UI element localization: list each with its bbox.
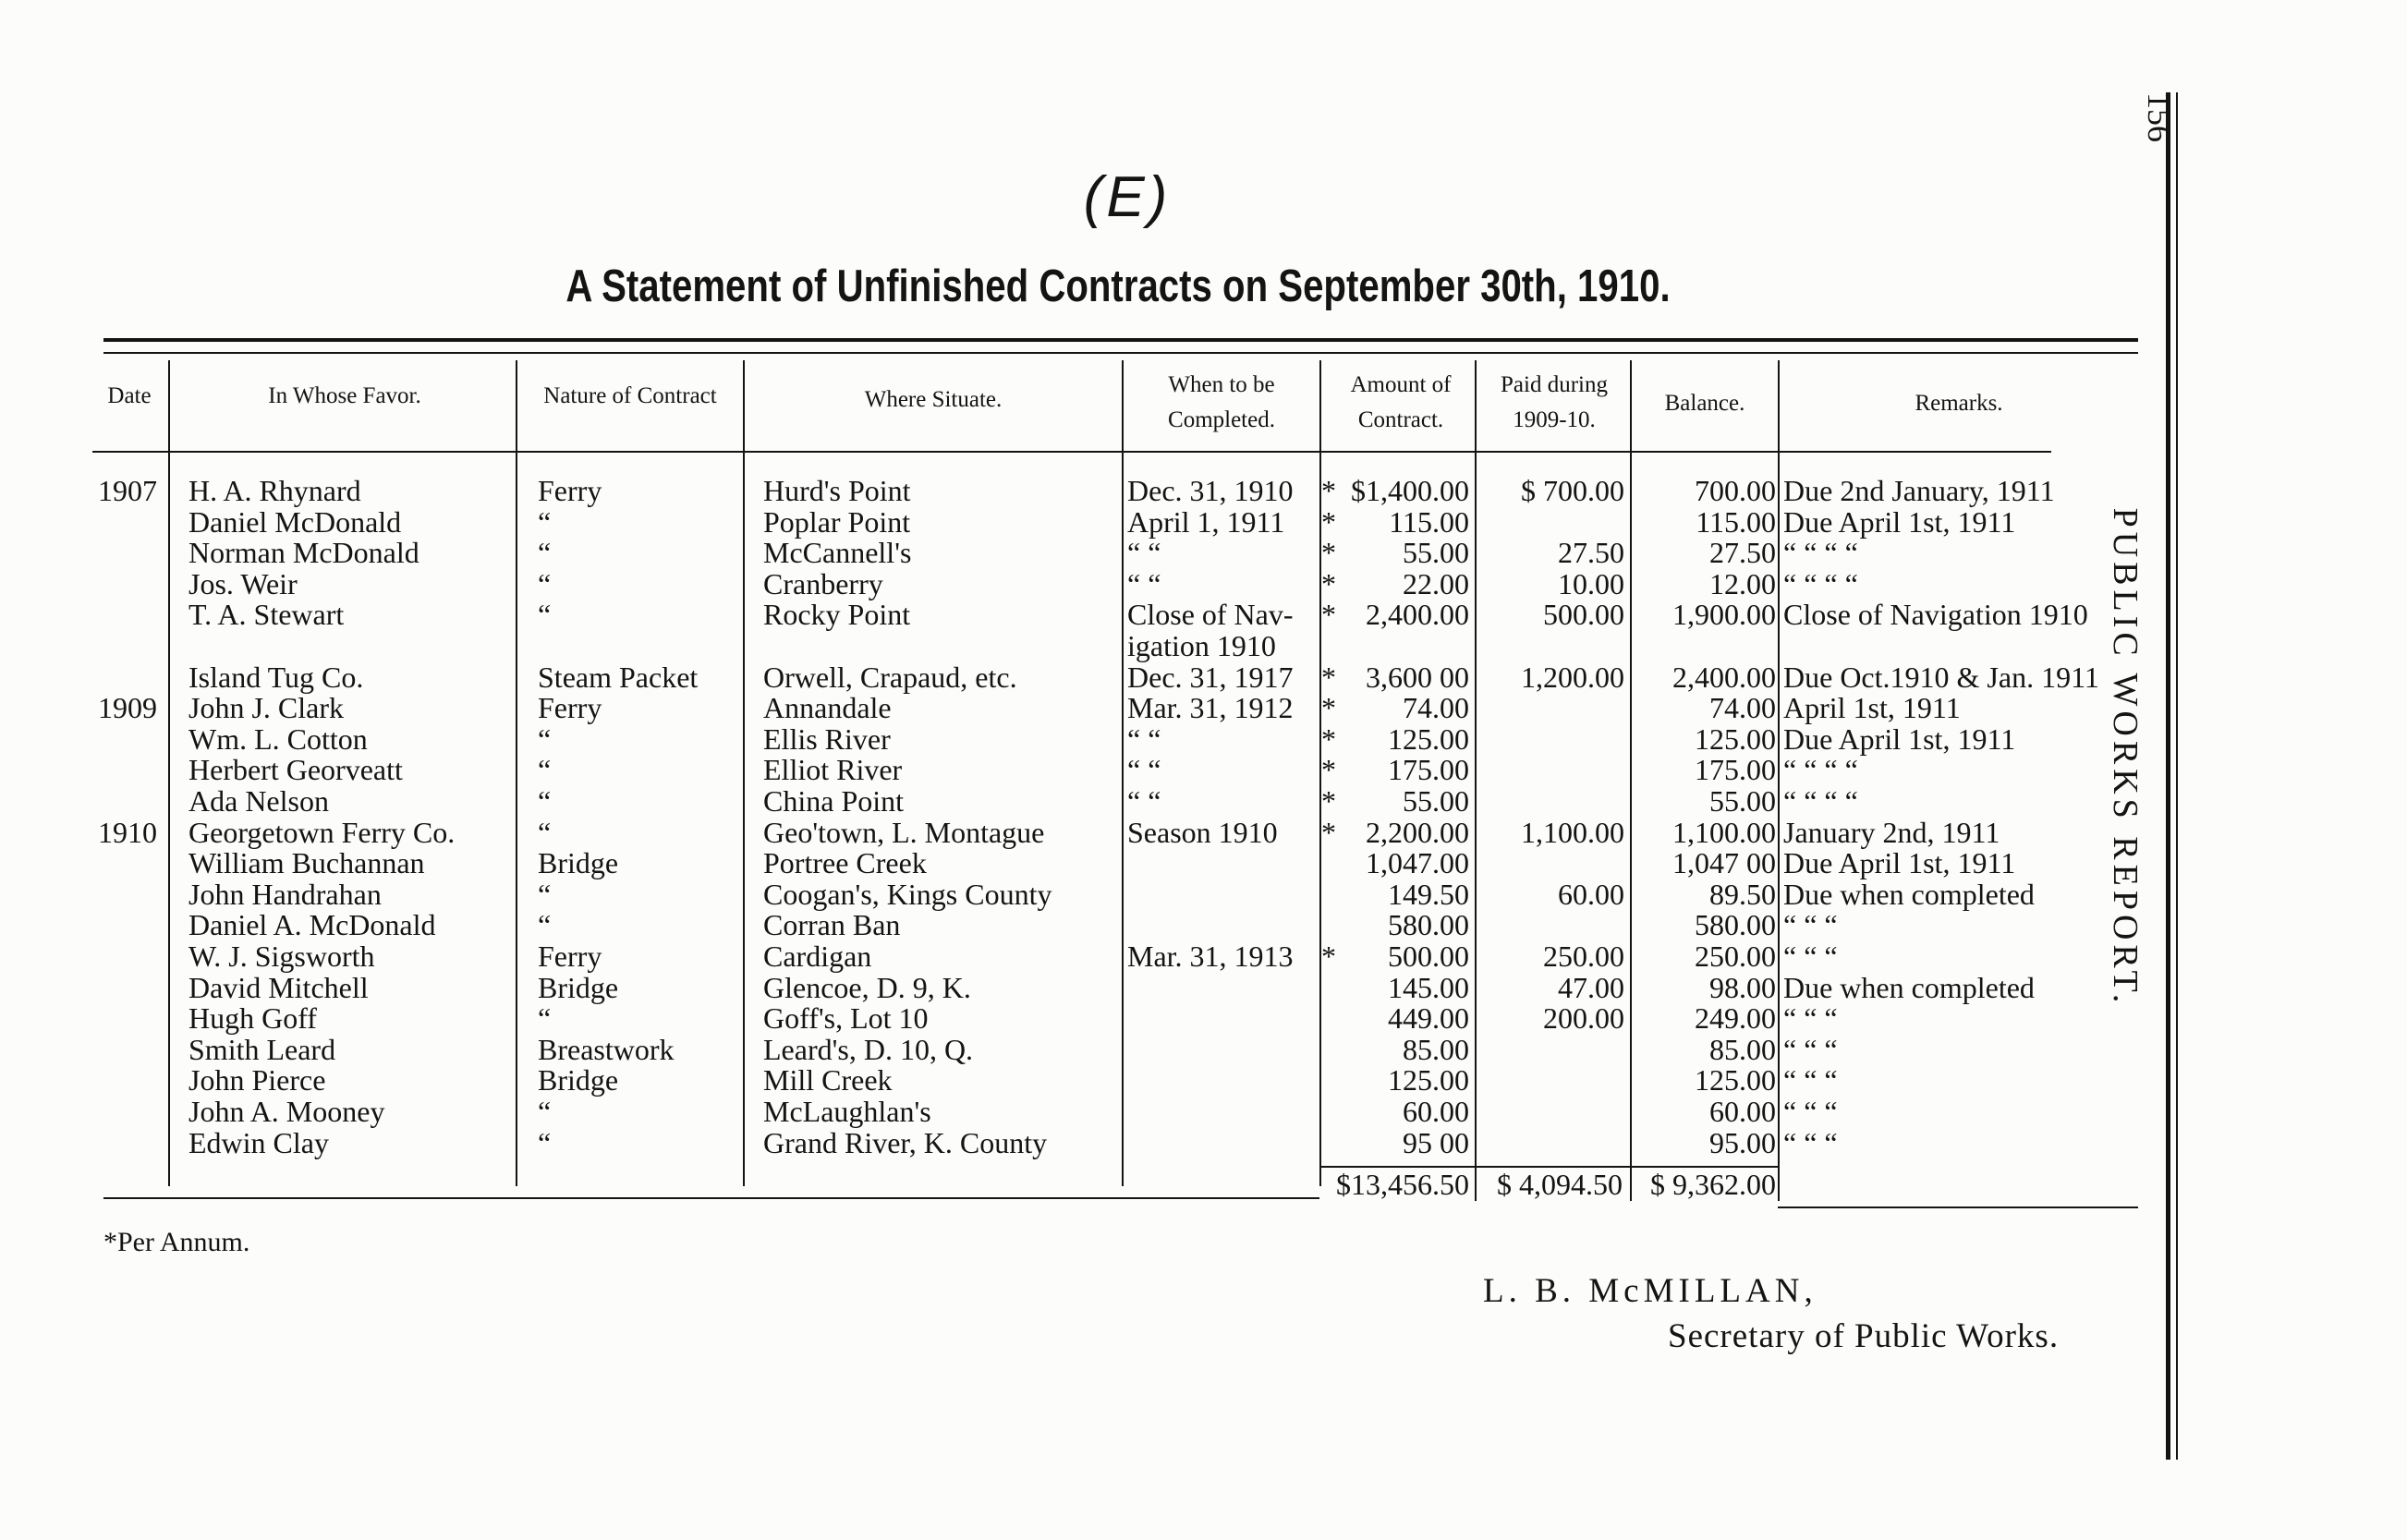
cell-amount: 145.00 (1388, 971, 1469, 1004)
cell-paid (1480, 692, 1624, 723)
cell-favor: John Handrahan (188, 878, 382, 911)
cell-remarks: Close of Navigation 1910 (1783, 598, 2088, 631)
cell-favor: Daniel A. McDonald (188, 908, 436, 941)
cell-where: Goff's, Lot 10 (763, 1001, 929, 1035)
cell-paid (1480, 1127, 1624, 1158)
cell-balance: 175.00 (1695, 753, 1776, 786)
cell-favor (188, 630, 514, 661)
cell-when: Dec. 31, 1910 (1127, 474, 1294, 507)
cell-where: Rocky Point (763, 598, 911, 631)
cell-where: Corran Ban (763, 908, 901, 941)
cell-amount: 2,400.00 (1366, 598, 1469, 631)
cell-amount: 55.00 (1403, 536, 1469, 569)
footnote: *Per Annum. (103, 1227, 250, 1257)
cell-nature: “ (538, 722, 552, 756)
cell-paid (1480, 1096, 1624, 1127)
cell-favor: Wm. L. Cotton (188, 722, 368, 756)
margin-rule-thin (2176, 92, 2178, 1460)
cell-date (98, 661, 166, 693)
cell-favor: John A. Mooney (188, 1095, 385, 1128)
cell-favor: T. A. Stewart (188, 598, 345, 631)
col-divider (743, 360, 745, 1186)
cell-balance: 249.00 (1695, 1001, 1776, 1035)
cell-date (98, 1096, 166, 1127)
cell-where: Elliot River (763, 753, 903, 786)
cell-paid: 200.00 (1543, 1001, 1624, 1035)
col-divider (1122, 360, 1124, 1186)
cell-amount: 125.00 (1388, 1063, 1469, 1097)
cell-paid: 1,200.00 (1521, 661, 1624, 694)
cell-nature: “ (538, 1126, 552, 1159)
cell-favor: Norman McDonald (188, 536, 419, 569)
cell-nature: Breastwork (538, 1033, 675, 1066)
cell-paid (1480, 630, 1624, 661)
page-title: A Statement of Unfinished Contracts on September 30th, 1910. (565, 261, 1671, 311)
cell-date: 1910 (98, 816, 157, 849)
cell-remarks: “ “ “ “ (1783, 784, 1858, 818)
cell-amount: 95 00 (1403, 1126, 1469, 1159)
cell-nature: Ferry (538, 691, 602, 724)
bottom-rule-right (1778, 1207, 2138, 1208)
cell-amount: 125.00 (1388, 722, 1469, 756)
cell-when (1127, 1002, 1323, 1034)
cell-nature: “ (538, 505, 552, 539)
cell-paid (1480, 1064, 1624, 1096)
cell-when (1127, 1096, 1323, 1127)
cell-date (98, 568, 166, 600)
cell-when: “ “ (1127, 536, 1161, 569)
cell-star: * (1321, 784, 1336, 818)
cell-paid: 27.50 (1558, 536, 1624, 569)
cell-when: “ “ (1127, 753, 1161, 786)
cell-amount: 74.00 (1403, 691, 1469, 724)
cell-remarks: “ “ “ (1783, 1126, 1838, 1159)
cell-where: Orwell, Crapaud, etc. (763, 661, 1017, 694)
cell-when: April 1, 1911 (1127, 505, 1285, 539)
cell-where: Mill Creek (763, 1063, 893, 1097)
header-paid: Paid during 1909-10. (1501, 372, 1608, 432)
cell-date (98, 506, 166, 538)
cell-star: * (1321, 940, 1336, 973)
cell-remarks: Due Oct.1910 & Jan. 1911 (1783, 661, 2099, 694)
cell-amount: 115.00 (1389, 505, 1469, 539)
cell-date (98, 599, 166, 630)
section-letter: (E) (1083, 165, 1172, 229)
cell-balance: 2,400.00 (1672, 661, 1776, 694)
cell-nature (538, 630, 743, 661)
cell-where: McLaughlan's (763, 1095, 931, 1128)
cell-remarks: “ “ “ (1783, 1095, 1838, 1128)
cell-favor: John J. Clark (188, 691, 344, 724)
cell-star: * (1321, 505, 1336, 539)
cell-when: “ “ (1127, 722, 1161, 756)
cell-date (98, 972, 166, 1003)
col-divider (516, 360, 517, 1186)
cell-nature: “ (538, 1095, 552, 1128)
cell-where: Coogan's, Kings County (763, 878, 1052, 911)
cell-nature: Bridge (538, 971, 619, 1004)
cell-where: McCannell's (763, 536, 912, 569)
cell-where: Grand River, K. County (763, 1126, 1048, 1159)
cell-favor: Daniel McDonald (188, 505, 402, 539)
cell-paid: 500.00 (1543, 598, 1624, 631)
cell-remarks: “ “ “ (1783, 1063, 1838, 1097)
total-paid: $ 4,094.50 (1497, 1168, 1623, 1201)
cell-remarks: Due 2nd January, 1911 (1783, 474, 2055, 507)
cell-remarks: January 2nd, 1911 (1783, 816, 2000, 849)
cell-remarks: “ “ “ “ (1783, 536, 1858, 569)
cell-amount: $1,400.00 (1351, 474, 1469, 507)
cell-star: * (1321, 536, 1336, 569)
cell-amount: 60.00 (1403, 1095, 1469, 1128)
cell-remarks: April 1st, 1911 (1783, 691, 1961, 724)
header-nature: Nature of Contract (543, 383, 717, 408)
cell-balance: 1,047 00 (1672, 846, 1776, 879)
cell-favor: Georgetown Ferry Co. (188, 816, 456, 849)
cell-paid (1480, 723, 1624, 755)
header-date: Date (107, 383, 152, 408)
cell-star: * (1321, 567, 1336, 600)
cell-balance: 1,100.00 (1672, 816, 1776, 849)
cell-nature: Bridge (538, 846, 619, 879)
cell-nature: “ (538, 878, 552, 911)
cell-balance: 250.00 (1695, 940, 1776, 973)
cell-remarks: Due April 1st, 1911 (1783, 505, 2016, 539)
cell-balance (1630, 630, 1776, 661)
cell-favor: W. J. Sigsworth (188, 940, 375, 973)
cell-paid (1480, 754, 1624, 785)
cell-when: Close of Nav- (1127, 598, 1294, 631)
cell-star: * (1321, 598, 1336, 631)
cell-where: China Point (763, 784, 905, 818)
cell-remarks: Due when completed (1783, 971, 2035, 1004)
cell-balance: 580.00 (1695, 908, 1776, 941)
cell-amount: 1,047.00 (1366, 846, 1469, 879)
cell-paid (1480, 909, 1624, 940)
cell-paid: $ 700.00 (1521, 474, 1624, 507)
cell-remarks: “ “ “ (1783, 1001, 1838, 1035)
signature-title: Secretary of Public Works. (1668, 1317, 2060, 1355)
cell-nature: Ferry (538, 474, 602, 507)
cell-when (1127, 879, 1323, 910)
cell-where: Geo'town, L. Montague (763, 816, 1045, 849)
cell-date (98, 754, 166, 785)
cell-remarks (1783, 630, 2144, 661)
cell-balance: 89.50 (1709, 878, 1776, 911)
cell-nature: “ (538, 567, 552, 600)
cell-where: Hurd's Point (763, 474, 911, 507)
cell-amount (1331, 630, 1469, 661)
cell-date (98, 1127, 166, 1158)
cell-when: Season 1910 (1127, 816, 1278, 849)
cell-remarks: Due when completed (1783, 878, 2035, 911)
cell-paid (1480, 847, 1624, 879)
cell-balance: 700.00 (1695, 474, 1776, 507)
cell-nature: “ (538, 753, 552, 786)
cell-star: * (1321, 691, 1336, 724)
cell-remarks: “ “ “ “ (1783, 753, 1858, 786)
col-divider (1778, 360, 1780, 1201)
cell-nature: Steam Packet (538, 661, 699, 694)
cell-amount: 449.00 (1388, 1001, 1469, 1035)
cell-where (763, 630, 1122, 661)
cell-balance: 1,900.00 (1672, 598, 1776, 631)
cell-when (1127, 1034, 1323, 1065)
cell-favor: H. A. Rhynard (188, 474, 361, 507)
bottom-rule-left (103, 1197, 1319, 1199)
cell-star: * (1321, 722, 1336, 756)
header-where: Where Situate. (864, 387, 1003, 412)
cell-when: igation 1910 (1127, 629, 1276, 662)
cell-date: 1907 (98, 474, 157, 507)
cell-where: Cardigan (763, 940, 872, 973)
col-divider (168, 360, 170, 1186)
cell-date (98, 785, 166, 817)
running-head: PUBLIC WORKS REPORT. (2106, 507, 2145, 1008)
cell-nature: “ (538, 908, 552, 941)
cell-amount: 149.50 (1388, 878, 1469, 911)
cell-paid (1480, 785, 1624, 817)
cell-date (98, 940, 166, 972)
cell-remarks: Due April 1st, 1911 (1783, 846, 2016, 879)
cell-where: Annandale (763, 691, 892, 724)
header-favor: In Whose Favor. (268, 383, 421, 408)
cell-paid (1480, 506, 1624, 538)
total-amount: $13,456.50 (1336, 1168, 1469, 1201)
top-rule-thin (103, 352, 2138, 354)
cell-where: Cranberry (763, 567, 883, 600)
cell-star: * (1321, 661, 1336, 694)
cell-when (1127, 909, 1323, 940)
header-when: When to be Completed. (1168, 372, 1275, 432)
cell-amount: 580.00 (1388, 908, 1469, 941)
cell-favor: Jos. Weir (188, 567, 298, 600)
cell-date (98, 909, 166, 940)
cell-where: Leard's, D. 10, Q. (763, 1033, 974, 1066)
cell-where: Ellis River (763, 722, 891, 756)
cell-amount: 175.00 (1388, 753, 1469, 786)
cell-date (98, 630, 166, 661)
cell-nature: Bridge (538, 1063, 619, 1097)
cell-paid: 1,100.00 (1521, 816, 1624, 849)
cell-balance: 60.00 (1709, 1095, 1776, 1128)
cell-date (98, 723, 166, 755)
cell-paid: 47.00 (1558, 971, 1624, 1004)
cell-balance: 12.00 (1709, 567, 1776, 600)
header-remarks: Remarks. (1915, 391, 2003, 416)
cell-when (1127, 847, 1323, 879)
cell-star: * (1321, 474, 1336, 507)
cell-balance: 98.00 (1709, 971, 1776, 1004)
cell-star: * (1321, 753, 1336, 786)
total-balance: $ 9,362.00 (1650, 1168, 1776, 1201)
cell-remarks: “ “ “ “ (1783, 567, 1858, 600)
cell-when: “ “ (1127, 567, 1161, 600)
cell-remarks: “ “ “ (1783, 908, 1838, 941)
cell-where: Portree Creek (763, 846, 927, 879)
cell-nature: “ (538, 536, 552, 569)
cell-favor: William Buchannan (188, 846, 425, 879)
cell-favor: Smith Leard (188, 1033, 336, 1066)
cell-balance: 85.00 (1709, 1033, 1776, 1066)
cell-date (98, 879, 166, 910)
cell-remarks: Due April 1st, 1911 (1783, 722, 2016, 756)
cell-when: Mar. 31, 1912 (1127, 691, 1294, 724)
cell-favor: Hugh Goff (188, 1001, 317, 1035)
cell-where: Poplar Point (763, 505, 911, 539)
cell-date: 1909 (98, 691, 157, 724)
cell-remarks: “ “ “ (1783, 940, 1838, 973)
cell-favor: John Pierce (188, 1063, 326, 1097)
cell-when (1127, 1064, 1323, 1096)
header-rule (92, 451, 2051, 453)
cell-date (98, 847, 166, 879)
cell-when (1127, 1127, 1323, 1158)
cell-favor: David Mitchell (188, 971, 369, 1004)
cell-date (98, 1002, 166, 1034)
cell-amount: 85.00 (1403, 1033, 1469, 1066)
cell-favor: Edwin Clay (188, 1126, 329, 1159)
cell-amount: 3,600 00 (1366, 661, 1469, 694)
cell-nature: “ (538, 598, 552, 631)
cell-nature: “ (538, 816, 552, 849)
cell-balance: 55.00 (1709, 784, 1776, 818)
cell-remarks: “ “ “ (1783, 1033, 1838, 1066)
cell-amount: 500.00 (1388, 940, 1469, 973)
signature-name: L. B. McMILLAN, (1483, 1272, 1817, 1310)
cell-date (98, 1064, 166, 1096)
cell-paid: 250.00 (1543, 940, 1624, 973)
margin-rule-thick (2166, 92, 2170, 1460)
cell-balance: 125.00 (1695, 1063, 1776, 1097)
header-balance: Balance. (1664, 391, 1745, 416)
cell-paid (1480, 1034, 1624, 1065)
cell-when: Dec. 31, 1917 (1127, 661, 1294, 694)
cell-when: Mar. 31, 1913 (1127, 940, 1294, 973)
cell-date (98, 1034, 166, 1065)
cell-favor: Island Tug Co. (188, 661, 364, 694)
top-rule-thick (103, 338, 2138, 342)
cell-where: Glencoe, D. 9, K. (763, 971, 971, 1004)
cell-star: * (1321, 816, 1336, 849)
cell-nature: “ (538, 784, 552, 818)
cell-paid: 60.00 (1558, 878, 1624, 911)
cell-balance: 115.00 (1696, 505, 1776, 539)
cell-favor: Herbert Georveatt (188, 753, 403, 786)
cell-nature: Ferry (538, 940, 602, 973)
header-amount: Amount of Contract. (1350, 372, 1452, 432)
cell-paid: 10.00 (1558, 567, 1624, 600)
cell-nature: “ (538, 1001, 552, 1035)
cell-balance: 74.00 (1709, 691, 1776, 724)
cell-amount: 55.00 (1403, 784, 1469, 818)
cell-amount: 22.00 (1403, 567, 1469, 600)
cell-balance: 27.50 (1709, 536, 1776, 569)
cell-balance: 95.00 (1709, 1126, 1776, 1159)
cell-date (98, 537, 166, 568)
col-divider (1475, 360, 1477, 1201)
page-number: 156 (2141, 92, 2178, 142)
cell-when: “ “ (1127, 784, 1161, 818)
cell-amount: 2,200.00 (1366, 816, 1469, 849)
cell-balance: 125.00 (1695, 722, 1776, 756)
cell-when (1127, 972, 1323, 1003)
cell-favor: Ada Nelson (188, 784, 329, 818)
